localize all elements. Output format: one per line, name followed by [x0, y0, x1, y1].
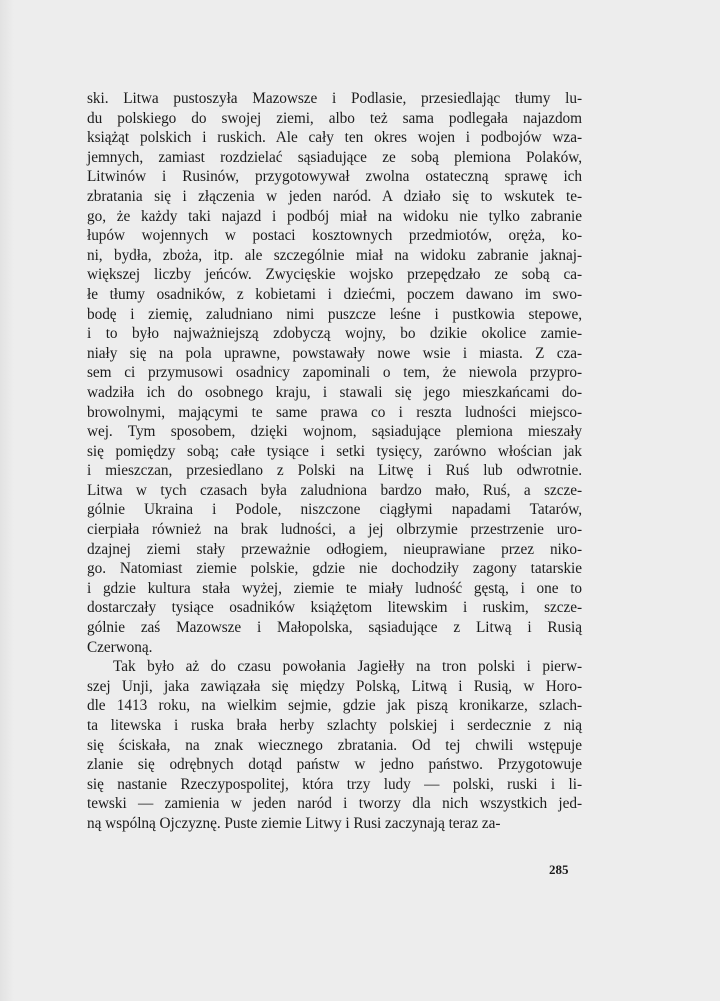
text-line: Tak było aż do czasu powołania Jagiełły na tron polski i pierw-	[113, 658, 582, 676]
text-line: się ściskała, na znak wiecznego zbratania. Od tej chwili wstępuje	[87, 736, 582, 754]
text-line: dzajnej ziemi stały przeważnie odłogiem, nieuprawiane przez niko-	[87, 540, 582, 558]
text-line: go, że każdy taki najazd i podbój miał na widoku nie tylko zabranie	[87, 207, 582, 225]
text-line: bodę i ziemię, zaludniano nimi puszcze leśne i pustkowia stepowe,	[87, 305, 582, 323]
text-line: ni, bydła, zboża, itp. ale szczególnie miał na widoku zabranie jaknaj-	[87, 246, 582, 264]
page-number: 285	[549, 862, 569, 877]
text-line: cierpiała również na brak ludności, a jej olbrzymie przestrzenie uro-	[87, 521, 582, 539]
text-line: większej liczby jeńców. Zwycięskie wojsko przepędzało ze sobą ca-	[87, 266, 582, 284]
text-line: zlanie się odrębnych dotąd państw w jedno państwo. Przygotowuje	[87, 756, 582, 774]
text-line: łupów wojennych w postaci kosztownych przedmiotów, oręża, ko-	[87, 227, 582, 245]
text-line: du polskiego do swojej ziemi, albo też sama podlegała najazdom	[87, 109, 582, 127]
text-line: wej. Tym sposobem, dzięki wojnom, sąsiadujące plemiona mieszały	[87, 423, 582, 441]
paragraph-2	[87, 657, 582, 833]
text-line: zbratania się i złączenia w jeden naród. A działo się to wskutek te-	[87, 187, 582, 205]
text-line: i gdzie kultura stała wyżej, ziemie te miały ludność gęstą, i one to	[87, 579, 582, 597]
text-line: i to było najważniejszą zdobyczą wojny, bo dzikie okolice zamie-	[87, 325, 582, 343]
text-line: gólnie zaś Mazowsze i Małopolska, sąsiadujące z Litwą i Rusią	[87, 619, 582, 637]
text-line: dostarczały tysiące osadników książętom litewskim i ruskim, szcze-	[87, 599, 582, 617]
text-line: go. Natomiast ziemie polskie, gdzie nie dochodziły zagony tatarskie	[87, 560, 582, 578]
text-line: jemnych, zamiast rozdzielać sąsiadujące ze sobą plemiona Polaków,	[87, 148, 582, 166]
body-text	[87, 89, 582, 834]
text-line: ski. Litwa pustoszyła Mazowsze i Podlasie, przesiedlając tłumy lu-	[87, 90, 582, 107]
text-line: gólnie Ukraina i Podole, niszczone ciągłymi napadami Tatarów,	[87, 501, 582, 519]
paragraph-1	[87, 89, 582, 657]
text-line: wadziła ich do osobnego kraju, i stawali się jego mieszkańcami do-	[87, 383, 582, 401]
text-line: i mieszczan, przesiedlano z Polski na Litwę i Ruś lub odwrotnie.	[87, 462, 582, 480]
text-line: książąt polskich i ruskich. Ale cały ten okres wojen i podbojów wza-	[87, 129, 582, 147]
text-line: Litwa w tych czasach była zaludniona bardzo mało, Ruś, a szcze-	[87, 481, 582, 499]
text-line: ta litewska i ruska brała herby szlachty polskiej i serdecznie z nią	[87, 717, 582, 734]
text-line: łe tłumy osadników, z kobietami i dziećmi, poczem dawano im swo-	[87, 285, 582, 303]
page-spine-shadow	[0, 0, 14, 1001]
text-line: się nastanie Rzeczypospolitej, która trzy ludy — polski, ruski i li-	[87, 775, 582, 793]
text-line: sem ci przymusowi osadnicy zapominali o tem, że niewola przypro-	[87, 364, 582, 382]
text-line: niały się na pola uprawne, powstawały nowe wsie i miasta. Z cza-	[87, 344, 582, 362]
text-line: szej Unji, jaka zawiązała się między Polską, Litwą i Rusią, w Horo-	[87, 677, 582, 695]
text-line: Czerwoną.	[87, 638, 153, 656]
text-line: tewski — zamienia w jeden naród i tworzy dla nich wszystkich jed-	[87, 795, 582, 813]
text-line: Litwinów i Rusinów, przygotowywał zwolna ostateczną sprawę ich	[87, 168, 582, 186]
text-line: dle 1413 roku, na wielkim sejmie, gdzie jak piszą kronikarze, szlach-	[87, 697, 582, 715]
text-line: browolnymi, mającymi te same prawa co i reszta ludności miejsco-	[87, 403, 582, 421]
text-line: się pomiędzy sobą; całe tysiące i setki tysięcy, zarówno włościan jak	[87, 442, 582, 460]
text-line: ną wspólną Ojczyznę. Puste ziemie Litwy i Rusi zaczynają teraz za-	[87, 814, 501, 832]
